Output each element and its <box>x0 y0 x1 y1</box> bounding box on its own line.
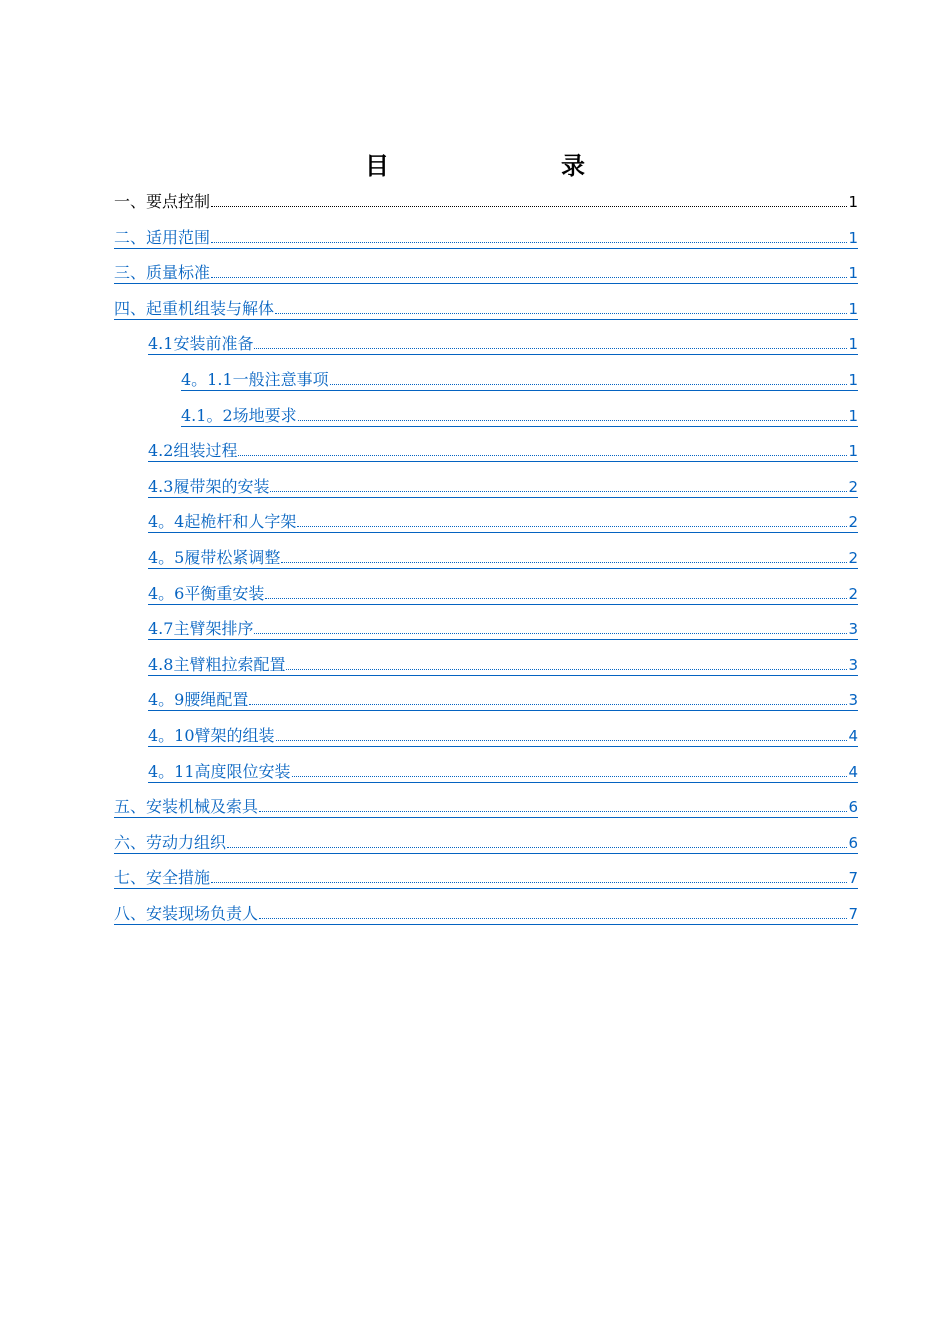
toc-entry[interactable] <box>114 257 858 284</box>
toc-entry-page-number: 1 <box>848 371 858 389</box>
toc-dot-leader <box>298 416 848 421</box>
toc-entry[interactable] <box>148 471 858 498</box>
toc-entry[interactable] <box>148 649 858 676</box>
toc-entry-page-number: 2 <box>848 477 858 496</box>
toc-entry-label: 4.1。2场地要求 <box>181 405 297 425</box>
toc-dot-leader <box>254 344 847 349</box>
toc-entry-label: 4.7主臂架排序 <box>148 619 254 639</box>
toc-entry-page-number: 3 <box>848 691 858 710</box>
toc-entry[interactable] <box>114 293 858 320</box>
toc-entry-page-number: 6 <box>848 798 858 817</box>
toc-entry-label: 五、安装机械及索具 <box>114 797 259 817</box>
toc-entry-page-number: 1 <box>848 442 858 461</box>
toc-dot-leader <box>211 238 847 243</box>
toc-entry-page-number: 4 <box>848 727 858 745</box>
toc-entry-page-number: 1 <box>848 193 858 211</box>
toc-entry[interactable] <box>148 506 858 533</box>
toc-entry-label: 4.8主臂粗拉索配置 <box>148 654 286 674</box>
toc-entry-label: 4.2组装过程 <box>148 441 238 461</box>
toc-entry-label: 四、起重机组装与解体 <box>114 298 275 318</box>
toc-dot-leader <box>227 843 847 848</box>
toc-entry[interactable] <box>148 756 858 783</box>
toc-dot-leader <box>265 594 847 599</box>
toc-entry[interactable] <box>148 435 858 462</box>
toc-entry-page-number: 2 <box>848 549 858 567</box>
toc-dot-leader <box>254 629 847 634</box>
toc-entry-page-number: 3 <box>848 655 858 674</box>
toc-dot-leader <box>292 772 848 777</box>
toc-entry-label: 七、安全措施 <box>114 868 211 888</box>
toc-dot-leader <box>211 273 847 278</box>
toc-entry-label: 4。5履带松紧调整 <box>148 548 281 567</box>
toc-dot-leader <box>286 665 847 670</box>
toc-entry-page-number: 1 <box>848 264 858 283</box>
toc-entry-label: 一、要点控制 <box>114 192 211 211</box>
toc-entry[interactable] <box>148 578 858 605</box>
toc-entry-page-number: 6 <box>848 833 858 852</box>
toc-entry-page-number: 1 <box>848 335 858 354</box>
toc-entry-label: 三、质量标准 <box>114 263 211 283</box>
toc-dot-leader <box>270 487 847 492</box>
toc-entry-label: 4。9腰绳配置 <box>148 690 249 710</box>
toc-title: 目 录 <box>365 152 659 180</box>
toc-dot-leader <box>211 202 847 207</box>
toc-entry[interactable] <box>148 542 858 569</box>
toc-entry-label: 4。10臂架的组装 <box>148 726 275 745</box>
toc-entry-page-number: 1 <box>848 228 858 247</box>
toc-entry-page-number: 1 <box>848 299 858 318</box>
toc-dot-leader <box>249 700 847 705</box>
toc-entry[interactable] <box>148 684 858 711</box>
toc-entry-label: 二、适用范围 <box>114 227 211 247</box>
toc-dot-leader <box>275 309 847 314</box>
toc-entry[interactable] <box>114 862 858 889</box>
toc-entry-page-number: 1 <box>848 406 858 425</box>
toc-entry-page-number: 2 <box>848 584 858 603</box>
toc-entry-label: 4.3履带架的安装 <box>148 476 270 496</box>
toc-entry-label: 六、劳动力组织 <box>114 832 227 852</box>
toc-dot-leader <box>276 736 848 741</box>
toc-entry[interactable] <box>148 613 858 640</box>
toc-entry[interactable] <box>181 400 858 427</box>
toc-entry-label: 4。6平衡重安装 <box>148 583 265 603</box>
toc-entry-page-number: 3 <box>848 620 858 639</box>
toc-entry-page-number: 4 <box>848 762 858 781</box>
toc-entry-label: 4。1.1一般注意事项 <box>181 370 329 389</box>
toc-entry[interactable] <box>148 328 858 355</box>
toc-entry-page-number: 7 <box>848 905 858 923</box>
toc-entry[interactable] <box>114 791 858 818</box>
toc-entry <box>114 186 858 212</box>
toc-entry-label: 八、安装现场负责人 <box>114 904 259 923</box>
toc-dot-leader <box>259 807 847 812</box>
toc-entry-label: 4。4起桅杆和人字架 <box>148 512 297 532</box>
toc-entry[interactable] <box>114 222 858 249</box>
toc-dot-leader <box>281 558 847 563</box>
toc-dot-leader <box>259 914 847 919</box>
toc-entry-label: 4。11高度限位安装 <box>148 761 291 781</box>
toc-entry-page-number: 2 <box>848 513 858 532</box>
toc-dot-leader <box>238 451 847 456</box>
toc-entry[interactable] <box>181 364 858 391</box>
toc-dot-leader <box>297 522 847 527</box>
toc-entry-page-number: 7 <box>848 869 858 888</box>
toc-entry[interactable] <box>114 827 858 854</box>
toc-dot-leader <box>211 878 847 883</box>
toc-dot-leader <box>330 380 848 385</box>
toc-entry[interactable] <box>114 898 858 925</box>
toc-entry-label: 4.1安装前准备 <box>148 334 254 354</box>
toc-entry[interactable] <box>148 720 858 747</box>
